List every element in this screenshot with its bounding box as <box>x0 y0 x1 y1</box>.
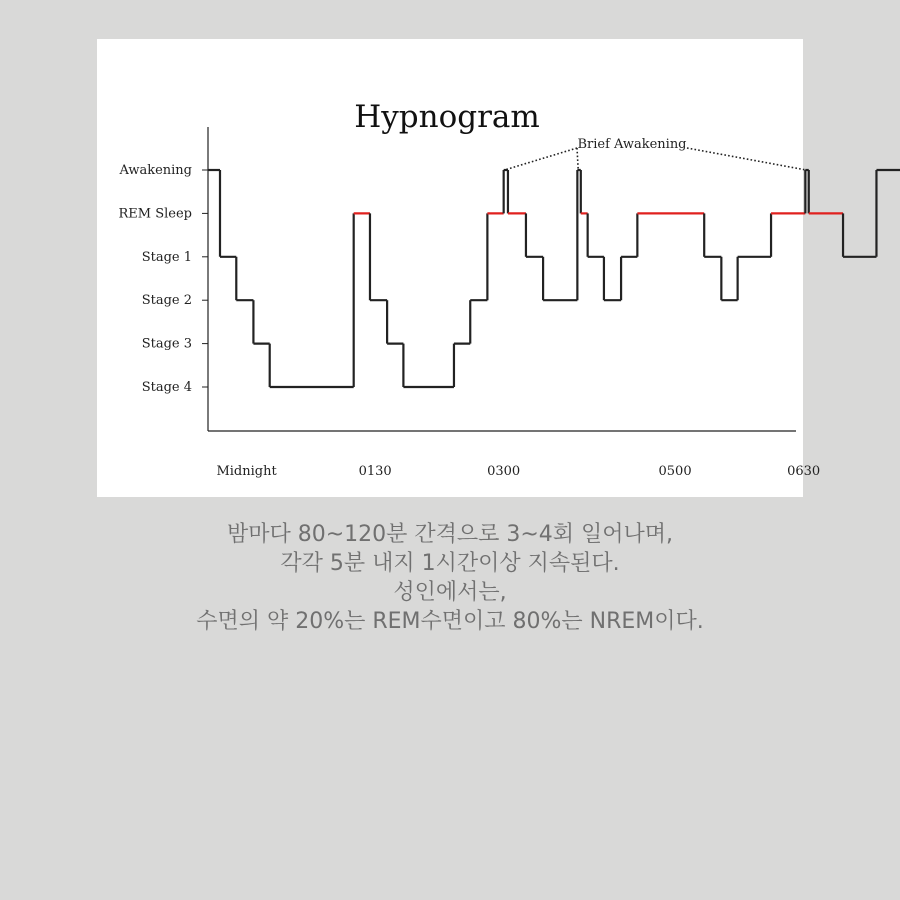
y-tick-label: Stage 3 <box>141 336 192 352</box>
caption-line-1: 밤마다 80~120분 간격으로 3~4회 일어나며, <box>226 522 674 547</box>
chart-title: Hypnogram <box>354 99 540 135</box>
y-tick-label: REM Sleep <box>118 206 192 222</box>
chart-panel <box>97 39 821 497</box>
caption-line-2: 각각 5분 내지 1시간이상 지속된다. <box>280 551 620 576</box>
caption-line-3: 성인에서는, <box>393 580 507 605</box>
annotation-pointer <box>505 148 577 170</box>
y-tick-label: Stage 4 <box>141 380 192 395</box>
y-tick-label: Awakening <box>119 163 192 178</box>
caption-line-4: 수면의 약 20%는 REM수면이고 80%는 NREM이다. <box>196 609 704 634</box>
x-tick-label: 0500 <box>658 464 692 479</box>
annotation-pointer <box>687 148 806 170</box>
annotation-label: Brief Awakening <box>577 137 687 152</box>
x-tick-label: 0630 <box>787 464 821 479</box>
y-tick-label: Stage 2 <box>141 293 192 309</box>
x-tick-label: 0130 <box>358 464 392 479</box>
y-tick-label: Stage 1 <box>141 249 192 265</box>
hypnogram-chart <box>97 39 821 497</box>
caption <box>0 520 900 636</box>
x-tick-label: Midnight <box>216 464 277 479</box>
x-tick-label: 0300 <box>487 464 521 479</box>
